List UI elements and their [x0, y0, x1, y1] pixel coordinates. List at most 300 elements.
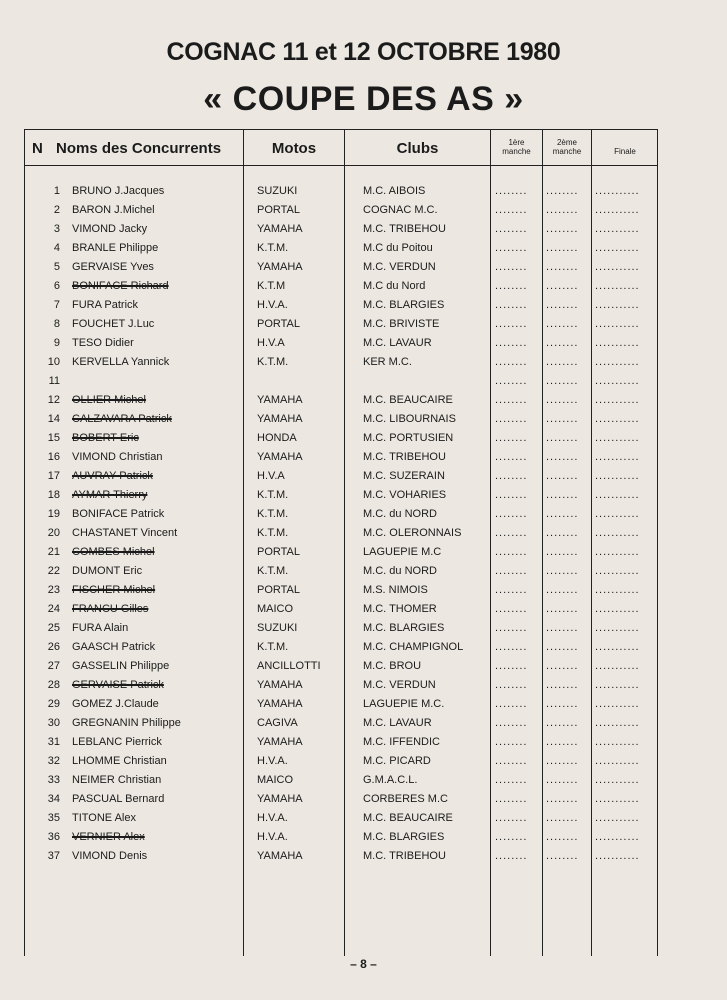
- competitor-name: FOUCHET J.Luc: [72, 318, 155, 330]
- club-name: G.M.A.C.L.: [363, 774, 418, 786]
- club-name: M.C. VOHARIES: [363, 489, 447, 501]
- manche1-score: ........: [495, 603, 528, 615]
- moto-brand: PORTAL: [257, 204, 300, 216]
- table-row: [0, 337, 727, 356]
- manche2-score: ........: [546, 204, 579, 216]
- moto-brand: K.T.M.: [257, 242, 289, 254]
- manche2-score: ........: [546, 584, 579, 596]
- competitor-name: GREGNANIN Philippe: [72, 717, 181, 729]
- manche1-score: ........: [495, 660, 528, 672]
- manche2-score: ........: [546, 717, 579, 729]
- finale-score: ...........: [595, 204, 640, 216]
- moto-brand: H.V.A.: [257, 831, 288, 843]
- moto-brand: YAMAHA: [257, 679, 303, 691]
- moto-brand: K.T.M.: [257, 565, 289, 577]
- club-name: M.C. SUZERAIN: [363, 470, 445, 482]
- finale-score: ...........: [595, 185, 640, 197]
- row-number: 5: [53, 261, 60, 273]
- table-row: [0, 451, 727, 470]
- col-header-clubs: Clubs: [396, 140, 439, 157]
- table-row: [0, 698, 727, 717]
- competitor-name: AUVRAY Patrick: [72, 470, 153, 482]
- moto-brand: PORTAL: [257, 546, 300, 558]
- moto-brand: YAMAHA: [257, 451, 303, 463]
- club-name: M.C. VERDUN: [363, 261, 436, 273]
- manche1-score: ........: [495, 337, 528, 349]
- table-row: [0, 223, 727, 242]
- club-name: M.C. BRIVISTE: [363, 318, 440, 330]
- competitor-name: COMBES Michel: [72, 546, 155, 558]
- competitor-name: VIMOND Denis: [72, 850, 148, 862]
- moto-brand: ANCILLOTTI: [257, 660, 321, 672]
- header-divider: [24, 165, 658, 166]
- moto-brand: PORTAL: [257, 584, 300, 596]
- manche1-score: ........: [495, 736, 528, 748]
- table-row: [0, 584, 727, 603]
- finale-score: ...........: [595, 812, 640, 824]
- moto-brand: SUZUKI: [257, 622, 298, 634]
- moto-brand: YAMAHA: [257, 736, 303, 748]
- competitor-name: CHASTANET Vincent: [72, 527, 178, 539]
- table-row: [0, 508, 727, 527]
- club-name: M.C. THOMER: [363, 603, 437, 615]
- finale-score: ...........: [595, 717, 640, 729]
- club-name: M.C. BLARGIES: [363, 622, 445, 634]
- table-row: [0, 356, 727, 375]
- finale-score: ...........: [595, 622, 640, 634]
- club-name: M.S. NIMOIS: [363, 584, 428, 596]
- page-title: « COUPE DES AS »: [203, 80, 524, 118]
- table-row: [0, 755, 727, 774]
- finale-score: ...........: [595, 508, 640, 520]
- moto-brand: YAMAHA: [257, 793, 303, 805]
- row-number: 26: [47, 641, 60, 653]
- finale-score: ...........: [595, 736, 640, 748]
- competitor-name: LHOMME Christian: [72, 755, 167, 767]
- manche1-score: ........: [495, 508, 528, 520]
- col-header-n: N: [32, 140, 43, 157]
- row-number: 34: [47, 793, 60, 805]
- club-name: M.C. PORTUSIEN: [363, 432, 454, 444]
- moto-brand: YAMAHA: [257, 698, 303, 710]
- club-name: KER M.C.: [363, 356, 412, 368]
- finale-score: ...........: [595, 755, 640, 767]
- competitor-name: KERVELLA Yannick: [72, 356, 170, 368]
- competitor-name: VIMOND Christian: [72, 451, 163, 463]
- manche2-score: ........: [546, 850, 579, 862]
- manche1-score: ........: [495, 489, 528, 501]
- manche2-score: ........: [546, 261, 579, 273]
- finale-score: ...........: [595, 413, 640, 425]
- moto-brand: HONDA: [257, 432, 297, 444]
- manche1-score: ........: [495, 394, 528, 406]
- manche2-score: ........: [546, 831, 579, 843]
- moto-brand: YAMAHA: [257, 850, 303, 862]
- table-row: [0, 318, 727, 337]
- competitor-name: GASSELIN Philippe: [72, 660, 170, 672]
- col-header-manche2-line1: 2ème: [556, 138, 577, 147]
- competitor-name: BONIFACE Patrick: [72, 508, 165, 520]
- manche1-score: ........: [495, 584, 528, 596]
- row-number: 20: [47, 527, 60, 539]
- competitor-name: NEIMER Christian: [72, 774, 162, 786]
- table-row: [0, 831, 727, 850]
- row-number: 1: [53, 185, 60, 197]
- manche1-score: ........: [495, 356, 528, 368]
- manche1-score: ........: [495, 698, 528, 710]
- manche2-score: ........: [546, 755, 579, 767]
- club-name: M.C. LAVAUR: [363, 337, 432, 349]
- moto-brand: YAMAHA: [257, 394, 303, 406]
- table-row: [0, 812, 727, 831]
- manche1-score: ........: [495, 299, 528, 311]
- moto-brand: YAMAHA: [257, 223, 303, 235]
- club-name: LAGUEPIE M.C.: [363, 698, 445, 710]
- club-name: M.C. du NORD: [363, 508, 437, 520]
- finale-score: ...........: [595, 356, 640, 368]
- competitor-name: PASCUAL Bernard: [72, 793, 165, 805]
- competitor-name: DUMONT Eric: [72, 565, 143, 577]
- row-number: 17: [47, 470, 60, 482]
- row-number: 7: [53, 299, 60, 311]
- moto-brand: K.T.M: [257, 280, 286, 292]
- manche2-score: ........: [546, 356, 579, 368]
- club-name: M.C. BLARGIES: [363, 831, 445, 843]
- manche2-score: ........: [546, 375, 579, 387]
- club-name: M.C. OLERONNAIS: [363, 527, 462, 539]
- competitor-name: CALZAVARA Patrick: [72, 413, 172, 425]
- manche2-score: ........: [546, 527, 579, 539]
- manche2-score: ........: [546, 432, 579, 444]
- manche1-score: ........: [495, 375, 528, 387]
- club-name: CORBERES M.C: [363, 793, 448, 805]
- manche2-score: ........: [546, 774, 579, 786]
- competitor-name: BRUNO J.Jacques: [72, 185, 165, 197]
- manche1-score: ........: [495, 850, 528, 862]
- col-header-name: Noms des Concurrents: [56, 140, 222, 157]
- finale-score: ...........: [595, 299, 640, 311]
- row-number: 28: [47, 679, 60, 691]
- competitor-name: VIMOND Jacky: [72, 223, 148, 235]
- competitor-name: FRANCU Gilles: [72, 603, 149, 615]
- competitor-name: BRANLE Philippe: [72, 242, 159, 254]
- table-row: [0, 622, 727, 641]
- table-row: [0, 470, 727, 489]
- finale-score: ...........: [595, 641, 640, 653]
- competitor-name: BONIFACE Richard: [72, 280, 169, 292]
- finale-score: ...........: [595, 432, 640, 444]
- table-row: [0, 660, 727, 679]
- row-number: 10: [47, 356, 60, 368]
- finale-score: ...........: [595, 850, 640, 862]
- finale-score: ...........: [595, 584, 640, 596]
- finale-score: ...........: [595, 394, 640, 406]
- row-number: 29: [47, 698, 60, 710]
- club-name: M.C. BEAUCAIRE: [363, 394, 453, 406]
- row-number: 19: [47, 508, 60, 520]
- finale-score: ...........: [595, 318, 640, 330]
- manche2-score: ........: [546, 394, 579, 406]
- row-number: 11: [48, 375, 60, 387]
- competitor-name: BOBERT Eric: [72, 432, 139, 444]
- manche2-score: ........: [546, 413, 579, 425]
- finale-score: ...........: [595, 261, 640, 273]
- manche2-score: ........: [546, 698, 579, 710]
- competitor-name: TITONE Alex: [72, 812, 136, 824]
- club-name: M.C. PICARD: [363, 755, 431, 767]
- moto-brand: K.T.M.: [257, 356, 289, 368]
- table-row: [0, 432, 727, 451]
- finale-score: ...........: [595, 223, 640, 235]
- manche1-score: ........: [495, 793, 528, 805]
- club-name: M.C du Nord: [363, 280, 426, 292]
- manche1-score: ........: [495, 831, 528, 843]
- moto-brand: H.V.A.: [257, 812, 288, 824]
- manche1-score: ........: [495, 223, 528, 235]
- manche2-score: ........: [546, 622, 579, 634]
- manche1-score: ........: [495, 527, 528, 539]
- manche2-score: ........: [546, 470, 579, 482]
- manche1-score: ........: [495, 451, 528, 463]
- manche2-score: ........: [546, 603, 579, 615]
- manche1-score: ........: [495, 280, 528, 292]
- manche1-score: ........: [495, 679, 528, 691]
- manche1-score: ........: [495, 470, 528, 482]
- col-header-finale: Finale: [614, 147, 636, 156]
- manche2-score: ........: [546, 299, 579, 311]
- moto-brand: PORTAL: [257, 318, 300, 330]
- table-row: [0, 299, 727, 318]
- manche1-score: ........: [495, 755, 528, 767]
- manche1-score: ........: [495, 204, 528, 216]
- club-name: M.C. AIBOIS: [363, 185, 426, 197]
- finale-score: ...........: [595, 603, 640, 615]
- table-row: [0, 641, 727, 660]
- manche2-score: ........: [546, 223, 579, 235]
- row-number: 8: [53, 318, 60, 330]
- club-name: M.C. LIBOURNAIS: [363, 413, 456, 425]
- manche2-score: ........: [546, 679, 579, 691]
- manche2-score: ........: [546, 546, 579, 558]
- club-name: M.C. TRIBEHOU: [363, 451, 446, 463]
- manche2-score: ........: [546, 185, 579, 197]
- manche1-score: ........: [495, 565, 528, 577]
- manche1-score: ........: [495, 318, 528, 330]
- finale-score: ...........: [595, 242, 640, 254]
- competitor-name: GOMEZ J.Claude: [72, 698, 159, 710]
- club-name: M.C. IFFENDIC: [363, 736, 440, 748]
- moto-brand: K.T.M.: [257, 489, 289, 501]
- row-number: 2: [53, 204, 60, 216]
- finale-score: ...........: [595, 698, 640, 710]
- table-row: [0, 204, 727, 223]
- competitor-name: OLLIER Michel: [72, 394, 146, 406]
- manche2-score: ........: [546, 318, 579, 330]
- club-name: M.C. LAVAUR: [363, 717, 432, 729]
- moto-brand: MAICO: [257, 774, 294, 786]
- manche2-score: ........: [546, 337, 579, 349]
- manche2-score: ........: [546, 812, 579, 824]
- table-row: [0, 774, 727, 793]
- manche2-score: ........: [546, 508, 579, 520]
- competitor-name: GERVAISE Patrick: [72, 679, 164, 691]
- table-row: [0, 793, 727, 812]
- row-number: 27: [47, 660, 60, 672]
- row-number: 33: [47, 774, 60, 786]
- row-number: 15: [47, 432, 60, 444]
- page-number: – 8 –: [350, 957, 377, 971]
- row-number: 31: [47, 736, 60, 748]
- table-row: [0, 394, 727, 413]
- competitor-name: FISCHER Michel: [72, 584, 156, 596]
- club-name: M.C. TRIBEHOU: [363, 223, 446, 235]
- col-header-motos: Motos: [271, 140, 317, 157]
- row-number: 32: [47, 755, 60, 767]
- manche1-score: ........: [495, 622, 528, 634]
- competitor-name: LEBLANC Pierrick: [72, 736, 162, 748]
- row-number: 12: [47, 394, 60, 406]
- table-row: [0, 261, 727, 280]
- manche1-score: ........: [495, 432, 528, 444]
- manche2-score: ........: [546, 451, 579, 463]
- finale-score: ...........: [595, 375, 640, 387]
- finale-score: ...........: [595, 660, 640, 672]
- row-number: 36: [47, 831, 60, 843]
- club-name: M.C. TRIBEHOU: [363, 850, 446, 862]
- row-number: 3: [53, 223, 60, 235]
- row-number: 4: [53, 242, 60, 254]
- manche1-score: ........: [495, 413, 528, 425]
- row-number: 25: [47, 622, 60, 634]
- row-number: 35: [47, 812, 60, 824]
- moto-brand: H.V.A.: [257, 299, 288, 311]
- finale-score: ...........: [595, 831, 640, 843]
- finale-score: ...........: [595, 793, 640, 805]
- finale-score: ...........: [595, 565, 640, 577]
- moto-brand: SUZUKI: [257, 185, 298, 197]
- finale-score: ...........: [595, 451, 640, 463]
- col-header-manche2-line2: manche: [552, 147, 582, 156]
- manche2-score: ........: [546, 641, 579, 653]
- manche1-score: ........: [495, 717, 528, 729]
- competitor-name: GAASCH Patrick: [72, 641, 156, 653]
- finale-score: ...........: [595, 679, 640, 691]
- club-name: M.C. VERDUN: [363, 679, 436, 691]
- manche1-score: ........: [495, 641, 528, 653]
- row-number: 16: [47, 451, 60, 463]
- row-number: 18: [47, 489, 60, 501]
- moto-brand: K.T.M.: [257, 641, 289, 653]
- table-row: [0, 280, 727, 299]
- finale-score: ...........: [595, 774, 640, 786]
- finale-score: ...........: [595, 489, 640, 501]
- manche2-score: ........: [546, 793, 579, 805]
- manche1-score: ........: [495, 261, 528, 273]
- competitor-name: AYMAR Thierry: [72, 489, 148, 501]
- moto-brand: K.T.M.: [257, 508, 289, 520]
- club-name: COGNAC M.C.: [363, 204, 438, 216]
- manche2-score: ........: [546, 660, 579, 672]
- row-number: 23: [47, 584, 60, 596]
- competitor-name: BARON J.Michel: [72, 204, 155, 216]
- finale-score: ...........: [595, 337, 640, 349]
- table-row: [0, 717, 727, 736]
- row-number: 22: [47, 565, 60, 577]
- competitor-name: TESO Didier: [72, 337, 134, 349]
- club-name: M.C. du NORD: [363, 565, 437, 577]
- table-row: [0, 546, 727, 565]
- col-header-manche2: [543, 138, 591, 156]
- col-header-manche1-line2: manche: [502, 147, 531, 156]
- table-row: [0, 242, 727, 261]
- club-name: LAGUEPIE M.C: [363, 546, 442, 558]
- competitor-name: FURA Alain: [72, 622, 129, 634]
- finale-score: ...........: [595, 546, 640, 558]
- table-row: [0, 565, 727, 584]
- club-name: M.C. BROU: [363, 660, 422, 672]
- table-row: [0, 679, 727, 698]
- moto-brand: YAMAHA: [257, 261, 303, 273]
- finale-score: ...........: [595, 470, 640, 482]
- manche2-score: ........: [546, 280, 579, 292]
- moto-brand: H.V.A.: [257, 755, 288, 767]
- manche1-score: ........: [495, 185, 528, 197]
- manche2-score: ........: [546, 489, 579, 501]
- event-date-title: COGNAC 11 et 12 OCTOBRE 1980: [166, 38, 561, 66]
- moto-brand: MAICO: [257, 603, 294, 615]
- table-row: [0, 850, 727, 869]
- competitor-name: GERVAISE Yves: [72, 261, 154, 273]
- moto-brand: H.V.A: [257, 337, 285, 349]
- manche1-score: ........: [495, 774, 528, 786]
- competitor-name: FURA Patrick: [72, 299, 139, 311]
- club-name: M.C. CHAMPIGNOL: [363, 641, 464, 653]
- moto-brand: YAMAHA: [257, 413, 303, 425]
- row-number: 21: [47, 546, 60, 558]
- table-row: [0, 185, 727, 204]
- col-header-manche1: [491, 138, 542, 156]
- table-row: [0, 603, 727, 622]
- row-number: 14: [47, 413, 60, 425]
- finale-score: ...........: [595, 280, 640, 292]
- moto-brand: K.T.M.: [257, 527, 289, 539]
- finale-score: ...........: [595, 527, 640, 539]
- row-number: 6: [53, 280, 60, 292]
- table-row: [0, 413, 727, 432]
- club-name: M.C du Poitou: [363, 242, 433, 254]
- club-name: M.C. BLARGIES: [363, 299, 445, 311]
- table-row: [0, 736, 727, 755]
- row-number: 30: [47, 717, 60, 729]
- table-row: [0, 375, 727, 394]
- moto-brand: CAGIVA: [257, 717, 298, 729]
- club-name: M.C. BEAUCAIRE: [363, 812, 453, 824]
- manche2-score: ........: [546, 565, 579, 577]
- manche1-score: ........: [495, 812, 528, 824]
- moto-brand: H.V.A: [257, 470, 285, 482]
- manche1-score: ........: [495, 546, 528, 558]
- row-number: 37: [47, 850, 60, 862]
- manche2-score: ........: [546, 242, 579, 254]
- manche2-score: ........: [546, 736, 579, 748]
- table-row: [0, 527, 727, 546]
- row-number: 9: [53, 337, 60, 349]
- manche1-score: ........: [495, 242, 528, 254]
- table-row: [0, 489, 727, 508]
- competitor-name: VERNIER Alex: [72, 831, 145, 843]
- row-number: 24: [47, 603, 60, 615]
- col-header-manche1-line1: 1ère: [508, 138, 525, 147]
